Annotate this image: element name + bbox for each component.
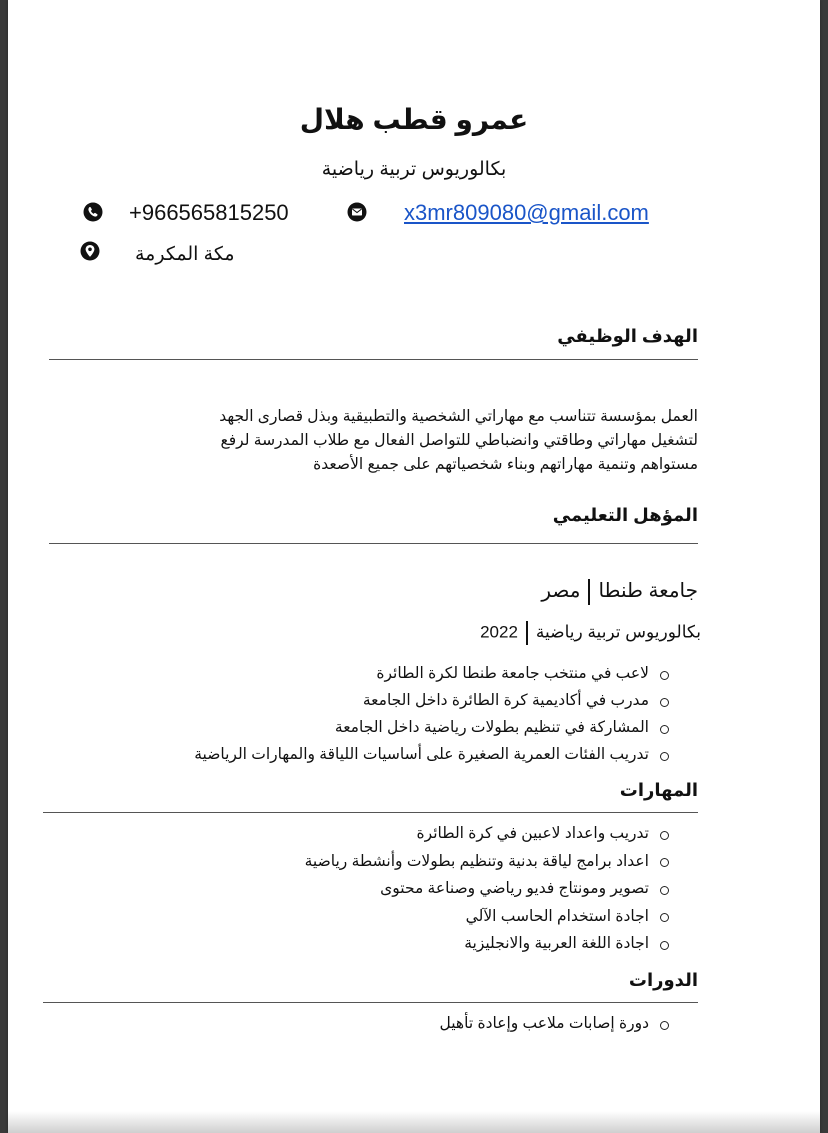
phone-number[interactable]: +966565815250 <box>129 200 289 225</box>
location-text: مكة المكرمة <box>135 244 235 265</box>
list-item: مدرب في أكاديمية كرة الطائرة داخل الجامعة <box>128 687 673 714</box>
location-pin-icon <box>80 241 100 261</box>
list-item: دورة إصابات ملاعب وإعادة تأهيل <box>128 1010 673 1037</box>
university-name: جامعة طنطا <box>598 580 698 602</box>
courses-divider <box>43 1002 698 1003</box>
skills-title: المهارات <box>619 780 698 800</box>
list-item: تصوير ومونتاج فديو رياضي وصناعة محتوى <box>128 875 673 903</box>
list-item: المشاركة في تنظيم بطولات رياضية داخل الجامعة <box>128 714 673 741</box>
degree-line <box>408 621 701 645</box>
page-bottom-shadow <box>8 1111 820 1133</box>
courses-list <box>128 1010 673 1037</box>
list-item: لاعب في منتخب جامعة طنطا لكرة الطائرة <box>128 660 673 687</box>
phone-icon <box>83 202 103 222</box>
list-item: تدريب واعداد لاعبين في كرة الطائرة <box>128 820 673 848</box>
graduation-year: 2022 <box>480 622 518 642</box>
objective-line: مستواهم وتنمية مهاراتهم وبناء شخصياتهم على جميع الأصعدة <box>313 456 698 473</box>
candidate-name: عمرو قطب هلال <box>299 104 529 135</box>
education-degree: بكالوريوس تربية رياضية <box>535 622 701 642</box>
objective-line: لتشغيل مهاراتي وطاقتي وانضباطي للتواصل الفعال مع طلاب المدرسة لرفع <box>220 432 698 449</box>
skills-divider <box>43 812 698 813</box>
resume-page <box>8 0 820 1133</box>
email-icon <box>347 202 367 222</box>
list-item: اجادة استخدام الحاسب الآلي <box>128 903 673 931</box>
education-title: المؤهل التعليمي <box>552 505 698 525</box>
list-item: اجادة اللغة العربية والانجليزية <box>128 930 673 958</box>
objective-title: الهدف الوظيفي <box>557 326 698 346</box>
skills-list <box>128 820 673 958</box>
list-item: تدريب الفئات العمرية الصغيرة على أساسيات اللياقة والمهارات الرياضية <box>128 741 673 768</box>
list-item: اعداد برامج لياقة بدنية وتنظيم بطولات وأنشطة رياضية <box>128 848 673 876</box>
education-divider <box>49 543 698 544</box>
separator <box>526 621 528 645</box>
education-list <box>128 660 673 768</box>
separator <box>588 579 590 605</box>
candidate-degree: بكالوريوس تربية رياضية <box>321 159 507 180</box>
objective-line: العمل بمؤسسة تتناسب مع مهاراتي الشخصية والتطبيقية وبذل قصارى الجهد <box>219 408 698 425</box>
email-link[interactable]: x3mr809080@gmail.com <box>404 200 649 225</box>
objective-paragraph <box>168 405 698 477</box>
objective-divider <box>49 359 698 360</box>
courses-title: الدورات <box>628 970 698 990</box>
university-line <box>408 578 698 605</box>
university-country: مصر <box>541 580 581 602</box>
